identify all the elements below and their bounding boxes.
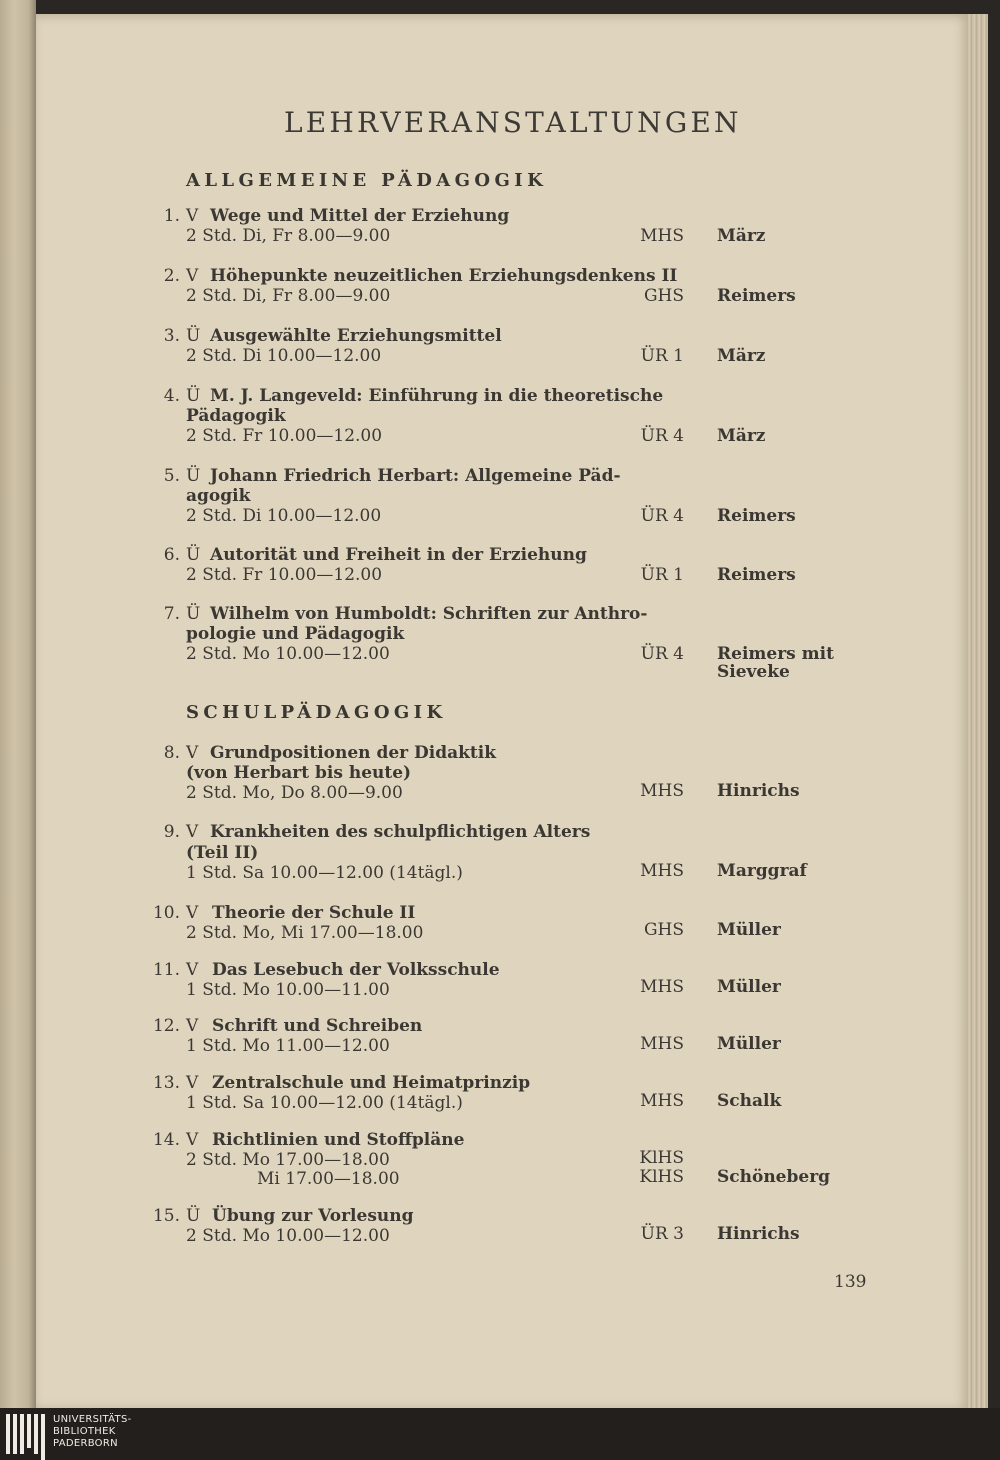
course-room: MHS bbox=[640, 977, 684, 997]
course-room: GHS bbox=[643, 286, 684, 306]
course-title: Höhepunkte neuzeitlichen Erziehungsdenkens II bbox=[210, 266, 678, 286]
course-number: 10. bbox=[152, 903, 180, 923]
course-title: Johann Friedrich Herbart: Allgemeine Päd- bbox=[210, 466, 621, 486]
page-title: LEHRVERANSTALTUNGEN bbox=[284, 106, 742, 139]
course-title: Autorität und Freiheit in der Erziehung bbox=[210, 545, 587, 565]
course-number: 5. bbox=[163, 466, 180, 486]
course-title: Schrift und Schreiben bbox=[212, 1016, 423, 1036]
course-room: MHS bbox=[640, 861, 684, 881]
course-type: Ü bbox=[186, 466, 201, 486]
course-room-continued: KlHS bbox=[639, 1167, 684, 1187]
course-number: 12. bbox=[152, 1016, 180, 1036]
course-number: 8. bbox=[163, 743, 180, 763]
course-type: V bbox=[186, 822, 199, 842]
course-time: 1 Std. Sa 10.00—12.00 (14tägl.) bbox=[186, 863, 463, 883]
course-room: MHS bbox=[640, 1034, 684, 1054]
course-number: 14. bbox=[152, 1130, 180, 1150]
course-room: ÜR 4 bbox=[640, 506, 684, 526]
library-logo-line: UNIVERSITÄTS- bbox=[53, 1414, 132, 1425]
course-type: V bbox=[186, 903, 199, 923]
course-time: 2 Std. Mo, Mi 17.00—18.00 bbox=[186, 923, 424, 943]
course-lecturer: Müller bbox=[717, 1034, 781, 1054]
book-gutter bbox=[0, 0, 36, 1408]
course-room: ÜR 1 bbox=[640, 346, 684, 366]
course-lecturer: Schalk bbox=[717, 1091, 782, 1111]
course-room: MHS bbox=[640, 226, 684, 246]
course-time: 2 Std. Di, Fr 8.00—9.00 bbox=[186, 226, 391, 246]
course-time: 1 Std. Sa 10.00—12.00 (14tägl.) bbox=[186, 1093, 463, 1113]
course-room: MHS bbox=[640, 1091, 684, 1111]
course-type: Ü bbox=[186, 386, 201, 406]
course-lecturer: Hinrichs bbox=[717, 781, 800, 801]
course-title-continued: pologie und Pädagogik bbox=[186, 624, 405, 644]
course-time: 1 Std. Mo 11.00—12.00 bbox=[186, 1036, 390, 1056]
course-title: Grundpositionen der Didaktik bbox=[210, 743, 496, 763]
course-room: MHS bbox=[640, 781, 684, 801]
course-type: V bbox=[186, 1073, 199, 1093]
course-lecturer: Reimers bbox=[717, 565, 796, 585]
course-room: ÜR 4 bbox=[640, 426, 684, 446]
library-logo-line: BIBLIOTHEK bbox=[53, 1426, 116, 1437]
course-lecturer: März bbox=[717, 426, 766, 446]
course-title-continued: (Teil II) bbox=[186, 843, 259, 863]
course-title: Das Lesebuch der Volksschule bbox=[212, 960, 500, 980]
course-number: 13. bbox=[152, 1073, 180, 1093]
course-type: Ü bbox=[186, 545, 201, 565]
course-room: ÜR 1 bbox=[640, 565, 684, 585]
course-lecturer: Reimers bbox=[717, 506, 796, 526]
course-number: 4. bbox=[163, 386, 180, 406]
course-time: 2 Std. Fr 10.00—12.00 bbox=[186, 565, 383, 585]
section-heading-schulpaedagogik: SCHULPÄDAGOGIK bbox=[186, 702, 447, 723]
course-time: 2 Std. Mo 10.00—12.00 bbox=[186, 644, 390, 664]
course-type: V bbox=[186, 960, 199, 980]
course-title: Richtlinien und Stoffpläne bbox=[212, 1130, 465, 1150]
course-number: 3. bbox=[163, 326, 180, 346]
scan-footer-bar bbox=[0, 1408, 1000, 1460]
course-room: GHS bbox=[643, 920, 684, 940]
course-number: 2. bbox=[163, 266, 180, 286]
course-room: ÜR 4 bbox=[640, 644, 684, 664]
course-type: V bbox=[186, 266, 199, 286]
course-type: V bbox=[186, 1016, 199, 1036]
course-time: 1 Std. Mo 10.00—11.00 bbox=[186, 980, 390, 1000]
course-room: KlHS bbox=[639, 1148, 684, 1168]
library-logo-text bbox=[53, 1414, 132, 1450]
library-logo-icon bbox=[6, 1414, 46, 1454]
course-title: Krankheiten des schulpflichtigen Alters bbox=[210, 822, 591, 842]
course-lecturer: Müller bbox=[717, 977, 781, 997]
course-title-continued: agogik bbox=[186, 486, 251, 506]
course-title: Ausgewählte Erziehungsmittel bbox=[210, 326, 502, 346]
course-type: Ü bbox=[186, 604, 201, 624]
section-heading-allgemeine: ALLGEMEINE PÄDAGOGIK bbox=[186, 170, 548, 191]
course-title: Übung zur Vorlesung bbox=[212, 1206, 414, 1226]
course-number: 11. bbox=[152, 960, 180, 980]
course-lecturer: März bbox=[717, 346, 766, 366]
course-lecturer: Schöneberg bbox=[717, 1167, 831, 1187]
course-time: 2 Std. Fr 10.00—12.00 bbox=[186, 426, 383, 446]
course-title: M. J. Langeveld: Einführung in die theoretische bbox=[210, 386, 664, 406]
course-room: ÜR 3 bbox=[640, 1224, 684, 1244]
library-logo-line: PADERBORN bbox=[53, 1438, 118, 1449]
course-lecturer: Reimers bbox=[717, 286, 796, 306]
course-lecturer: Hinrichs bbox=[717, 1224, 800, 1244]
course-lecturer: März bbox=[717, 226, 766, 246]
course-lecturer: Müller bbox=[717, 920, 781, 940]
course-number: 9. bbox=[163, 822, 180, 842]
course-type: Ü bbox=[186, 1206, 201, 1226]
course-title-continued: (von Herbart bis heute) bbox=[186, 763, 412, 783]
course-type: V bbox=[186, 743, 199, 763]
page-number: 139 bbox=[834, 1272, 867, 1292]
course-title: Theorie der Schule II bbox=[212, 903, 416, 923]
course-time: 2 Std. Mo, Do 8.00—9.00 bbox=[186, 783, 403, 803]
page-edges bbox=[968, 14, 988, 1408]
course-title: Wilhelm von Humboldt: Schriften zur Anthro- bbox=[210, 604, 648, 624]
course-time-continued: Mi 17.00—18.00 bbox=[257, 1169, 400, 1189]
course-title-continued: Pädagogik bbox=[186, 406, 286, 426]
course-time: 2 Std. Mo 10.00—12.00 bbox=[186, 1226, 390, 1246]
course-title: Wege und Mittel der Erziehung bbox=[210, 206, 510, 226]
course-type: V bbox=[186, 206, 199, 226]
course-time: 2 Std. Di 10.00—12.00 bbox=[186, 506, 382, 526]
course-lecturer-continued: Sieveke bbox=[717, 662, 790, 682]
course-number: 15. bbox=[152, 1206, 180, 1226]
course-number: 1. bbox=[163, 206, 180, 226]
course-time: 2 Std. Di 10.00—12.00 bbox=[186, 346, 382, 366]
course-time: 2 Std. Di, Fr 8.00—9.00 bbox=[186, 286, 391, 306]
course-number: 7. bbox=[163, 604, 180, 624]
course-type: V bbox=[186, 1130, 199, 1150]
course-lecturer: Reimers mit bbox=[717, 644, 834, 664]
course-lecturer: Marggraf bbox=[717, 861, 807, 881]
course-title: Zentralschule und Heimatprinzip bbox=[212, 1073, 531, 1093]
course-type: Ü bbox=[186, 326, 201, 346]
course-time: 2 Std. Mo 17.00—18.00 bbox=[186, 1150, 390, 1170]
course-number: 6. bbox=[163, 545, 180, 565]
